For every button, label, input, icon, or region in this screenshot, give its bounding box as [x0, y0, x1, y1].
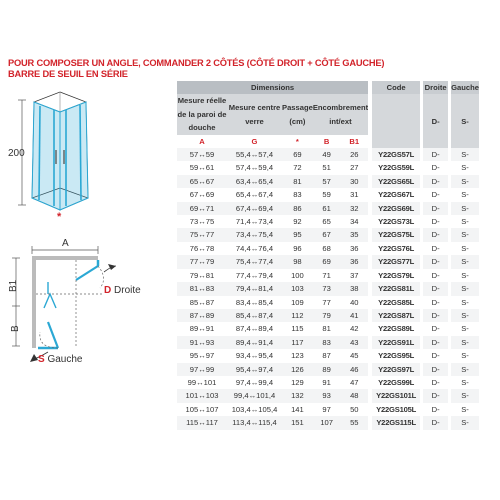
cell-a: 73↔75 — [177, 215, 227, 228]
cell-p: 126 — [282, 363, 313, 376]
table-row — [177, 242, 479, 255]
height-label: 200 — [8, 148, 25, 159]
droite-header: Droite — [423, 81, 448, 94]
table-row — [177, 148, 479, 161]
a-dimension-label: A — [62, 238, 69, 249]
cell-code: Y22GS75L — [372, 228, 420, 241]
cell-g: 67,4↔69,4 — [227, 202, 282, 215]
cell-b: 97 — [313, 403, 341, 416]
cell-b: 83 — [313, 336, 341, 349]
col-header-mesure-reelle: Mesure réelle de la paroi de douche — [177, 94, 227, 134]
cell-a: 95↔97 — [177, 349, 227, 362]
cell-b1: 26 — [340, 148, 368, 161]
cell-droite: D- — [423, 416, 448, 429]
cell-b1: 36 — [340, 242, 368, 255]
cell-droite: D- — [423, 228, 448, 241]
cell-b1: 27 — [340, 161, 368, 174]
cell-gauche: S- — [451, 309, 479, 322]
cell-g: 75,4↔77,4 — [227, 255, 282, 268]
cell-droite: D- — [423, 269, 448, 282]
cell-a: 81↔83 — [177, 282, 227, 295]
cell-a: 67↔69 — [177, 188, 227, 201]
cell-gauche: S- — [451, 349, 479, 362]
cell-p: 115 — [282, 322, 313, 335]
table-row — [177, 363, 479, 376]
cell-b1: 30 — [340, 175, 368, 188]
table-row — [177, 322, 479, 335]
cell-code: Y22GS95L — [372, 349, 420, 362]
table-row — [177, 202, 479, 215]
cell-b: 51 — [313, 161, 341, 174]
table-row — [177, 349, 479, 362]
cell-a: 89↔91 — [177, 322, 227, 335]
cell-b1: 47 — [340, 376, 368, 389]
cell-b1: 43 — [340, 336, 368, 349]
cell-b1: 31 — [340, 188, 368, 201]
table-row — [177, 389, 479, 402]
cell-p: 98 — [282, 255, 313, 268]
cell-b: 93 — [313, 389, 341, 402]
cell-g: 65,4↔67,4 — [227, 188, 282, 201]
cell-a: 69↔71 — [177, 202, 227, 215]
cell-code: Y22GS91L — [372, 336, 420, 349]
cell-droite: D- — [423, 296, 448, 309]
cell-gauche: S- — [451, 242, 479, 255]
cell-gauche: S- — [451, 336, 479, 349]
cell-gauche: S- — [451, 296, 479, 309]
cell-code: Y22GS57L — [372, 148, 420, 161]
cell-g: 103,4↔105,4 — [227, 403, 282, 416]
b1-dimension-label: B1 — [8, 279, 19, 292]
col-header-passage: Passage (cm) — [282, 94, 313, 134]
cell-code: Y22GS59L — [372, 161, 420, 174]
cell-a: 91↔93 — [177, 336, 227, 349]
col-header-centre-verre: Mesure centre verre — [227, 94, 282, 134]
cell-code: Y22GS89L — [372, 322, 420, 335]
cell-b: 61 — [313, 202, 341, 215]
cell-b1: 48 — [340, 389, 368, 402]
table-row — [177, 376, 479, 389]
cell-a: 79↔81 — [177, 269, 227, 282]
cell-p: 141 — [282, 403, 313, 416]
cell-p: 92 — [282, 215, 313, 228]
cell-droite: D- — [423, 349, 448, 362]
cell-g: 55,4↔57,4 — [227, 148, 282, 161]
cell-b: 65 — [313, 215, 341, 228]
cell-gauche: S- — [451, 255, 479, 268]
cell-b: 77 — [313, 296, 341, 309]
cell-droite: D- — [423, 389, 448, 402]
cell-a: 77↔79 — [177, 255, 227, 268]
cell-gauche: S- — [451, 322, 479, 335]
cell-b1: 50 — [340, 403, 368, 416]
cell-p: 69 — [282, 148, 313, 161]
enclosure-3d-diagram — [8, 80, 98, 220]
cell-p: 96 — [282, 242, 313, 255]
gauche-header: Gauche — [451, 81, 479, 94]
cell-gauche: S- — [451, 416, 479, 429]
col-letter-b1: B1 — [340, 135, 368, 148]
cell-code: Y22GS87L — [372, 309, 420, 322]
col-letter-star: * — [282, 135, 313, 148]
cell-b: 81 — [313, 322, 341, 335]
cell-droite: D- — [423, 322, 448, 335]
cell-code: Y22GS67L — [372, 188, 420, 201]
dimensions-header: Dimensions — [177, 81, 368, 94]
passage-marker: * — [57, 211, 62, 220]
gauche-code-header: S- — [451, 94, 479, 148]
cell-p: 95 — [282, 228, 313, 241]
cell-code: Y22GS81L — [372, 282, 420, 295]
cell-b1: 42 — [340, 322, 368, 335]
cell-p: 151 — [282, 416, 313, 429]
cell-a: 105↔107 — [177, 403, 227, 416]
cell-g: 74,4↔76,4 — [227, 242, 282, 255]
cell-a: 75↔77 — [177, 228, 227, 241]
cell-g: 77,4↔79,4 — [227, 269, 282, 282]
cell-code: Y22GS115L — [372, 416, 420, 429]
cell-p: 129 — [282, 376, 313, 389]
cell-b: 69 — [313, 255, 341, 268]
cell-b: 107 — [313, 416, 341, 429]
cell-p: 132 — [282, 389, 313, 402]
cell-a: 87↔89 — [177, 309, 227, 322]
cell-code: Y22GS97L — [372, 363, 420, 376]
table-row — [177, 403, 479, 416]
cell-b1: 34 — [340, 215, 368, 228]
col-header-encombrement: Encombrement int/ext — [313, 94, 368, 134]
cell-b1: 55 — [340, 416, 368, 429]
table-row — [177, 255, 479, 268]
cell-b: 59 — [313, 188, 341, 201]
cell-p: 86 — [282, 202, 313, 215]
header-row-1 — [177, 81, 479, 94]
cell-g: 99,4↔101,4 — [227, 389, 282, 402]
droite-word: Droite — [111, 285, 141, 296]
code-header: Code — [372, 81, 420, 94]
cell-g: 79,4↔81,4 — [227, 282, 282, 295]
cell-droite: D- — [423, 309, 448, 322]
cell-code: Y22GS76L — [372, 242, 420, 255]
cell-a: 99↔101 — [177, 376, 227, 389]
cell-p: 81 — [282, 175, 313, 188]
col-letter-a: A — [177, 135, 227, 148]
cell-droite: D- — [423, 161, 448, 174]
gauche-word: Gauche — [44, 354, 83, 365]
table-row — [177, 309, 479, 322]
droite-code-header: D- — [423, 94, 448, 148]
table-row — [177, 161, 479, 174]
cell-code: Y22GS77L — [372, 255, 420, 268]
cell-g: 57,4↔59,4 — [227, 161, 282, 174]
cell-b1: 46 — [340, 363, 368, 376]
cell-b: 79 — [313, 309, 341, 322]
cell-p: 109 — [282, 296, 313, 309]
cell-b1: 41 — [340, 309, 368, 322]
droite-label — [104, 285, 141, 296]
title-line-1: POUR COMPOSER UN ANGLE, COMMANDER 2 CÔTÉS (CÔTÉ DROIT + CÔTÉ GAUCHE) — [8, 58, 385, 68]
cell-gauche: S- — [451, 363, 479, 376]
cell-b1: 35 — [340, 228, 368, 241]
table-row — [177, 175, 479, 188]
cell-g: 83,4↔85,4 — [227, 296, 282, 309]
table-row — [177, 336, 479, 349]
cell-b: 71 — [313, 269, 341, 282]
cell-b: 73 — [313, 282, 341, 295]
cell-gauche: S- — [451, 403, 479, 416]
dimensions-table — [177, 81, 479, 430]
cell-g: 95,4↔97,4 — [227, 363, 282, 376]
cell-code: Y22GS105L — [372, 403, 420, 416]
table-row — [177, 416, 479, 429]
cell-b1: 32 — [340, 202, 368, 215]
cell-code: Y22GS73L — [372, 215, 420, 228]
gauche-letter: S — [38, 354, 45, 365]
gauche-label — [38, 354, 82, 365]
cell-b1: 45 — [340, 349, 368, 362]
cell-droite: D- — [423, 336, 448, 349]
cell-gauche: S- — [451, 188, 479, 201]
cell-g: 97,4↔99,4 — [227, 376, 282, 389]
cell-gauche: S- — [451, 175, 479, 188]
cell-g: 89,4↔91,4 — [227, 336, 282, 349]
cell-a: 65↔67 — [177, 175, 227, 188]
cell-droite: D- — [423, 148, 448, 161]
cell-g: 87,4↔89,4 — [227, 322, 282, 335]
cell-b: 49 — [313, 148, 341, 161]
table-row — [177, 282, 479, 295]
cell-droite: D- — [423, 175, 448, 188]
cell-droite: D- — [423, 363, 448, 376]
cell-b1: 36 — [340, 255, 368, 268]
cell-a: 101↔103 — [177, 389, 227, 402]
cell-b: 91 — [313, 376, 341, 389]
cell-droite: D- — [423, 255, 448, 268]
cell-g: 73,4↔75,4 — [227, 228, 282, 241]
cell-p: 100 — [282, 269, 313, 282]
cell-gauche: S- — [451, 148, 479, 161]
cell-droite: D- — [423, 242, 448, 255]
cell-a: 85↔87 — [177, 296, 227, 309]
cell-droite: D- — [423, 188, 448, 201]
cell-a: 115↔117 — [177, 416, 227, 429]
cell-code: Y22GS101L — [372, 389, 420, 402]
cell-code: Y22GS69L — [372, 202, 420, 215]
cell-g: 71,4↔73,4 — [227, 215, 282, 228]
cell-p: 112 — [282, 309, 313, 322]
cell-b1: 37 — [340, 269, 368, 282]
table-row — [177, 269, 479, 282]
cell-gauche: S- — [451, 202, 479, 215]
cell-b1: 40 — [340, 296, 368, 309]
cell-b: 89 — [313, 363, 341, 376]
cell-b: 67 — [313, 228, 341, 241]
cell-gauche: S- — [451, 282, 479, 295]
cell-droite: D- — [423, 282, 448, 295]
droite-letter: D — [104, 285, 112, 296]
cell-a: 97↔99 — [177, 363, 227, 376]
title-line-2: BARRE DE SEUIL EN SÉRIE — [8, 69, 128, 79]
cell-g: 93,4↔95,4 — [227, 349, 282, 362]
cell-b: 57 — [313, 175, 341, 188]
cell-g: 85,4↔87,4 — [227, 309, 282, 322]
cell-code: Y22GS85L — [372, 296, 420, 309]
cell-a: 59↔61 — [177, 161, 227, 174]
header-row-2 — [177, 94, 479, 134]
cell-b: 87 — [313, 349, 341, 362]
cell-p: 103 — [282, 282, 313, 295]
cell-p: 72 — [282, 161, 313, 174]
cell-b1: 38 — [340, 282, 368, 295]
table-row — [177, 188, 479, 201]
cell-code: Y22GS99L — [372, 376, 420, 389]
cell-a: 57↔59 — [177, 148, 227, 161]
cell-gauche: S- — [451, 376, 479, 389]
b-dimension-label: B — [10, 325, 21, 332]
cell-droite: D- — [423, 376, 448, 389]
cell-droite: D- — [423, 202, 448, 215]
cell-droite: D- — [423, 403, 448, 416]
table-row — [177, 296, 479, 309]
cell-gauche: S- — [451, 215, 479, 228]
cell-g: 63,4↔65,4 — [227, 175, 282, 188]
cell-gauche: S- — [451, 228, 479, 241]
cell-p: 83 — [282, 188, 313, 201]
cell-code: Y22GS79L — [372, 269, 420, 282]
cell-code: Y22GS65L — [372, 175, 420, 188]
cell-gauche: S- — [451, 161, 479, 174]
cell-b: 68 — [313, 242, 341, 255]
cell-p: 117 — [282, 336, 313, 349]
cell-a: 76↔78 — [177, 242, 227, 255]
section-title — [8, 58, 384, 80]
col-letter-g: G — [227, 135, 282, 148]
cell-gauche: S- — [451, 389, 479, 402]
table-row — [177, 215, 479, 228]
col-letter-b: B — [313, 135, 341, 148]
cell-droite: D- — [423, 215, 448, 228]
cell-p: 123 — [282, 349, 313, 362]
cell-g: 113,4↔115,4 — [227, 416, 282, 429]
cell-gauche: S- — [451, 269, 479, 282]
table-row — [177, 228, 479, 241]
